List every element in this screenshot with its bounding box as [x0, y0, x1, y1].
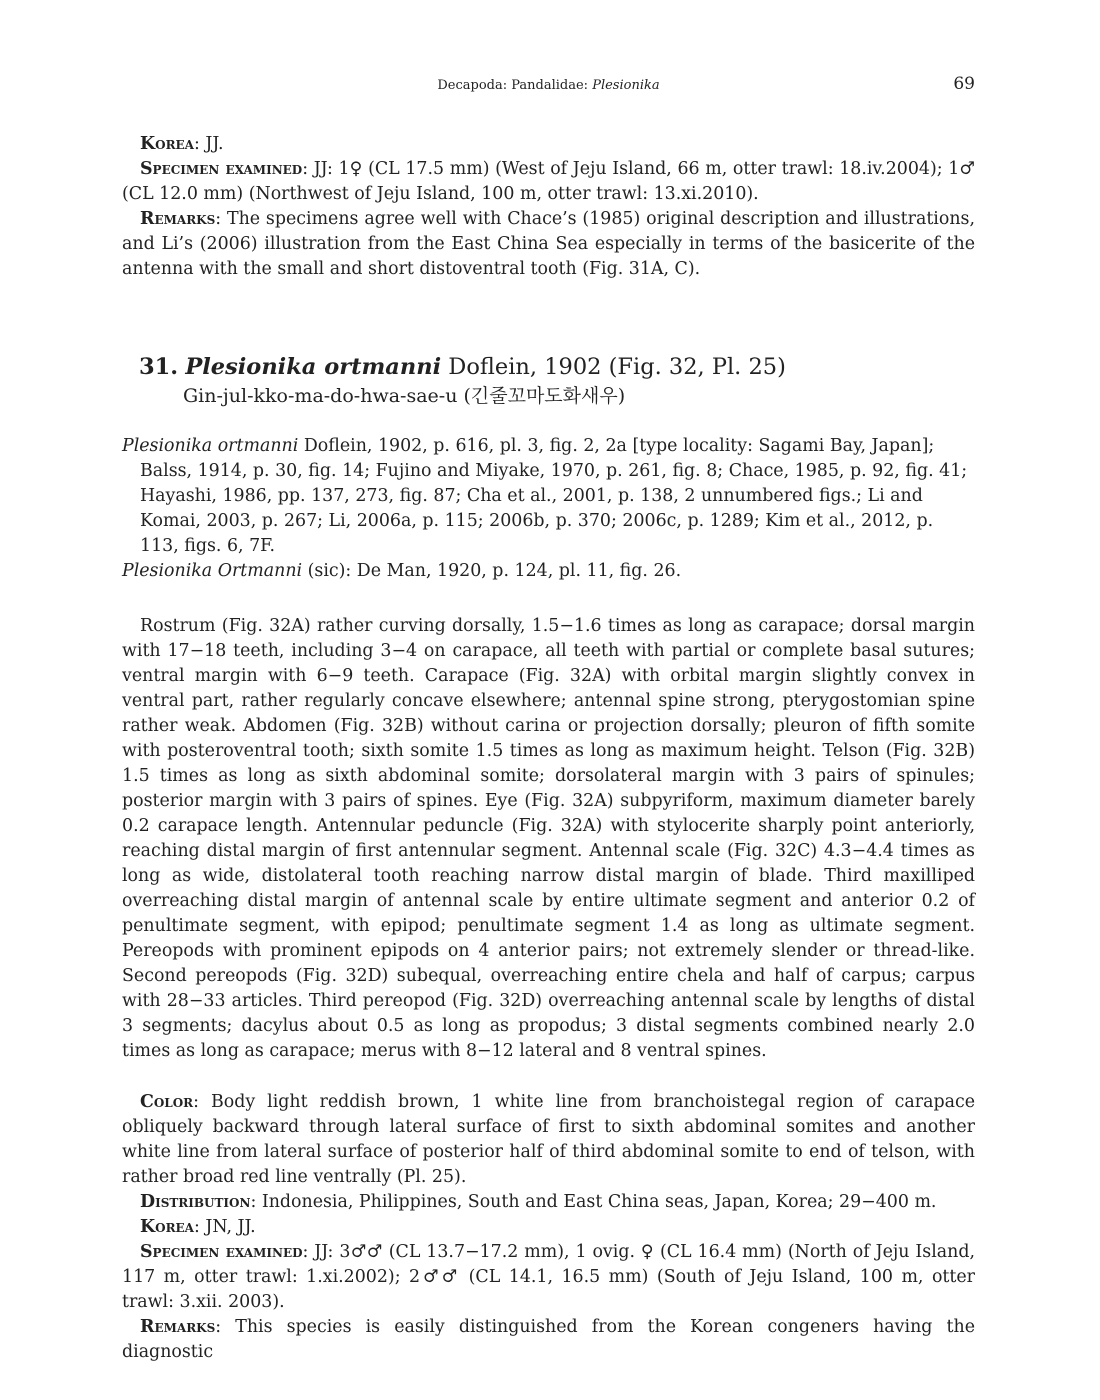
synonymy-list: [122, 434, 975, 584]
prev-remarks-paragraph: Remarks: The specimens agree well with Chace’s (1985) original description and illustrations, and Li’s (2006) illustration from the East China Sea especially in terms of the basicerite of the antenna with the small and short distoventral tooth (Fig. 31A, C).: [122, 209, 975, 279]
korea-paragraph: Korea: JN, JJ.: [140, 1217, 256, 1237]
specimen-paragraph: Specimen examined: JJ: 3♂♂ (CL 13.7−17.2 mm), 1 ovig. ♀ (CL 16.4 mm) (North of Jeju Island, 117 m, otter trawl: 1.xi.2002); 2♂♂ (CL 14.1, 16.5 mm) (South of Jeju Island, 100 m, otter trawl: 3.xii. 2003).: [122, 1242, 975, 1312]
running-title: Decapoda: Pandalidae: Plesionika: [437, 78, 660, 93]
prev-korea-paragraph: Korea: JJ.: [140, 134, 224, 154]
remarks-paragraph: Remarks: This species is easily distinguished from the Korean congeners having the diagnostic: [122, 1317, 975, 1362]
description-paragraph: Rostrum (Fig. 32A) rather curving dorsally, 1.5−1.6 times as long as carapace; dorsal margin with 17−18 teeth, including 3−4 on carapace, all teeth with partial or complete basal sutures; ventral margin with 6−9 teeth. Carapace (Fig. 32A) with orbital margin slightly convex in ventral part, rather regularly concave elsewhere; antennal spine strong, pterygostomian spine rather weak. Abdomen (Fig. 32B) without carina or projection dorsally; pleuron of fifth somite with posteroventral tooth; sixth somite 1.5 times as long as maximum height. Telson (Fig. 32B) 1.5 times as long as sixth abdominal somite; dorsolateral margin with 3 pairs of spinules; posterior margin with 3 pairs of spines. Eye (Fig. 32A) subpyriform, maximum diameter barely 0.2 carapace length. Antennular peduncle (Fig. 32A) with stylocerite sharply point anteriorly, reaching distal margin of first antennular segment. Antennal scale (Fig. 32C) 4.3−4.4 times as long as wide, distolateral tooth reaching narrow distal margin of blade. Third maxilliped overreaching distal margin of antennal scale by entire ultimate segment and anterior 0.2 of penultimate segment, with epipod; penultimate segment 1.4 as long as ultimate segment. Pereopods with prominent epipods on 4 anterior pairs; not extremely slender or thread-like. Second pereopods (Fig. 32D) subequal, overreaching entire chela and half of carpus; carpus with 28−33 articles. Third pereopod (Fig. 32D) overreaching antennal scale by lengths of distal 3 segments; dacylus about 0.5 as long as propodus; 3 distal segments combined nearly 2.0 times as long as carapace; merus with 8−12 lateral and 8 ventral spines.: [122, 616, 975, 1061]
synonymy-entry: Plesionika Ortmanni (sic): De Man, 1920, p. 124, pl. 11, fig. 26.: [122, 561, 682, 581]
korea-label: Korea: [140, 134, 194, 154]
species-number: 31.: [139, 354, 179, 380]
page: [122, 70, 975, 1365]
running-title-genus: Plesionika: [592, 78, 660, 93]
color-label: Color: [140, 1092, 194, 1112]
species-name: Plesionika ortmanni: [185, 354, 442, 380]
prev-specimen-paragraph: Specimen examined: JJ: 1♀ (CL 17.5 mm) (West of Jeju Island, 66 m, otter trawl: 18.iv.2004); 1♂ (CL 12.0 mm) (Northwest of Jeju Island, 100 m, otter trawl: 13.xi.2010).: [122, 159, 975, 204]
synonymy-entry: Plesionika ortmanni Doflein, 1902, p. 616, pl. 3, fig. 2, 2a [type locality: Sagami Bay, Japan]; Balss, 1914, p. 30, fig. 14; Fujino and Miyake, 1970, p. 261, fig. 8; Chace, 1985, p. 92, fig. 41; Hayashi, 1986, pp. 137, 273, fig. 87; Cha et al., 2001, p. 138, 2 unnumbered figs.; Li and Komai, 2003, p. 267; Li, 2006a, p. 115; 2006b, p. 370; 2006c, p. 1289; Kim et al., 2012, p. 113, figs. 6, 7F.: [122, 436, 968, 556]
description-block: [122, 614, 975, 1064]
korea-label: Korea: [140, 1217, 194, 1237]
running-header: [122, 70, 975, 100]
color-paragraph: Color: Body light reddish brown, 1 white line from branchoistegal region of carapace obliquely backward through lateral surface of first to sixth abdominal somites and another white line from lateral surface of posterior half of third abdominal somite to end of telson, with rather broad red line ventrally (Pl. 25).: [122, 1092, 975, 1187]
page-number: 69: [953, 74, 975, 94]
species-author: Doflein, 1902 (Fig. 32, Pl. 25): [441, 354, 786, 380]
remarks-label: Remarks: [140, 1317, 216, 1337]
species-title: [139, 352, 975, 382]
species-common-name: Gin-jul-kko-ma-do-hwa-sae-u (긴줄꼬마도화새우): [183, 385, 626, 407]
details-block: [122, 1090, 975, 1365]
species-heading: [139, 352, 975, 410]
remarks-label: Remarks: [140, 209, 216, 229]
distribution-paragraph: Distribution: Indonesia, Philippines, South and East China seas, Japan, Korea; 29−400 m.: [140, 1192, 937, 1212]
specimen-label: Specimen examined: [140, 1242, 303, 1262]
specimen-label: Specimen examined: [140, 159, 303, 179]
distribution-label: Distribution: [140, 1192, 251, 1212]
previous-species-block: [122, 132, 975, 282]
